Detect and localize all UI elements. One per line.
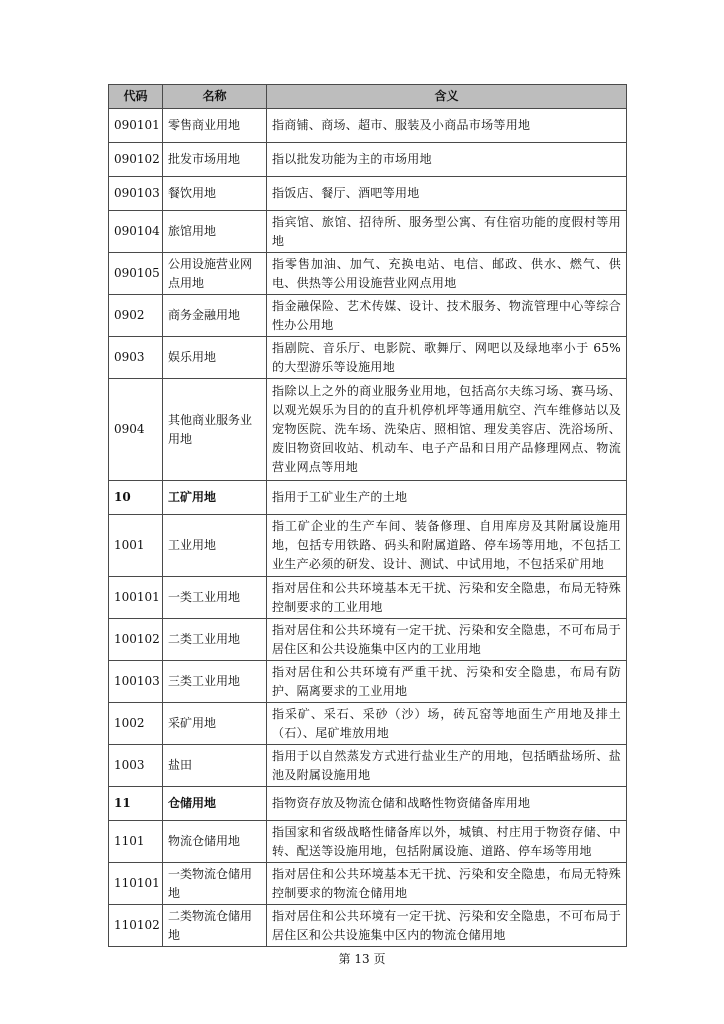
table-header-row [109, 85, 627, 109]
cell-code: 1002 [109, 703, 163, 745]
cell-code: 11 [109, 787, 163, 821]
table-row [109, 177, 627, 211]
cell-code: 10 [109, 481, 163, 515]
cell-meaning: 指对居住和公共环境有一定干扰、污染和安全隐患，不可布局于居住区和公共设施集中区内的物流仓储用地 [267, 905, 627, 947]
cell-meaning: 指商铺、商场、超市、服装及小商品市场等用地 [267, 109, 627, 143]
cell-meaning: 指对居住和公共环境基本无干扰、污染和安全隐患，布局无特殊控制要求的物流仓储用地 [267, 863, 627, 905]
cell-name: 盐田 [163, 745, 267, 787]
table-row [109, 661, 627, 703]
cell-code: 0904 [109, 379, 163, 481]
table-row [109, 745, 627, 787]
cell-meaning: 指采矿、采石、采砂（沙）场，砖瓦窑等地面生产用地及排土（石）、尾矿堆放用地 [267, 703, 627, 745]
cell-meaning: 指零售加油、加气、充换电站、电信、邮政、供水、燃气、供电、供热等公用设施营业网点用地 [267, 253, 627, 295]
cell-meaning: 指对居住和公共环境基本无干扰、污染和安全隐患，布局无特殊控制要求的工业用地 [267, 577, 627, 619]
table-row [109, 143, 627, 177]
cell-code: 1001 [109, 515, 163, 577]
cell-name: 二类物流仓储用地 [163, 905, 267, 947]
cell-name: 一类工业用地 [163, 577, 267, 619]
cell-name: 旅馆用地 [163, 211, 267, 253]
table-row [109, 253, 627, 295]
land-use-table [108, 84, 627, 947]
table-row [109, 619, 627, 661]
cell-name: 物流仓储用地 [163, 821, 267, 863]
cell-code: 090104 [109, 211, 163, 253]
cell-meaning: 指用于工矿业生产的土地 [267, 481, 627, 515]
table-row [109, 337, 627, 379]
table-row [109, 787, 627, 821]
cell-name: 三类工业用地 [163, 661, 267, 703]
table-row [109, 703, 627, 745]
table-row [109, 863, 627, 905]
cell-code: 1101 [109, 821, 163, 863]
cell-code: 090102 [109, 143, 163, 177]
cell-meaning: 指国家和省级战略性储备库以外，城镇、村庄用于物资存储、中转、配送等设施用地，包括附属设施、道路、停车场等用地 [267, 821, 627, 863]
cell-meaning: 指用于以自然蒸发方式进行盐业生产的用地，包括晒盐场所、盐池及附属设施用地 [267, 745, 627, 787]
cell-name: 一类物流仓储用地 [163, 863, 267, 905]
header-code: 代码 [109, 85, 163, 109]
cell-meaning: 指工矿企业的生产车间、装备修理、自用库房及其附属设施用地，包括专用铁路、码头和附属道路、停车场等用地，不包括工业生产必须的研发、设计、测试、中试用地，不包括采矿用地 [267, 515, 627, 577]
cell-code: 090103 [109, 177, 163, 211]
table-row [109, 821, 627, 863]
cell-code: 090101 [109, 109, 163, 143]
cell-meaning: 指对居住和公共环境有一定干扰、污染和安全隐患，不可布局于居住区和公共设施集中区内的工业用地 [267, 619, 627, 661]
cell-code: 110102 [109, 905, 163, 947]
cell-code: 100101 [109, 577, 163, 619]
cell-name: 工业用地 [163, 515, 267, 577]
cell-name: 娱乐用地 [163, 337, 267, 379]
page-number: 第 13 页 [338, 952, 386, 966]
cell-name: 零售商业用地 [163, 109, 267, 143]
table-body [109, 109, 627, 947]
cell-name: 仓储用地 [163, 787, 267, 821]
cell-name: 二类工业用地 [163, 619, 267, 661]
cell-name: 公用设施营业网点用地 [163, 253, 267, 295]
cell-code: 1003 [109, 745, 163, 787]
cell-meaning: 指对居住和公共环境有严重干扰、污染和安全隐患，布局有防护、隔离要求的工业用地 [267, 661, 627, 703]
header-name: 名称 [163, 85, 267, 109]
cell-code: 100102 [109, 619, 163, 661]
cell-code: 0903 [109, 337, 163, 379]
cell-meaning: 指宾馆、旅馆、招待所、服务型公寓、有住宿功能的度假村等用地 [267, 211, 627, 253]
cell-name: 采矿用地 [163, 703, 267, 745]
table-row [109, 211, 627, 253]
cell-meaning: 指剧院、音乐厅、电影院、歌舞厅、网吧以及绿地率小于 65% 的大型游乐等设施用地 [267, 337, 627, 379]
cell-meaning: 指物资存放及物流仓储和战略性物资储备库用地 [267, 787, 627, 821]
cell-code: 0902 [109, 295, 163, 337]
cell-code: 110101 [109, 863, 163, 905]
cell-meaning: 指以批发功能为主的市场用地 [267, 143, 627, 177]
cell-code: 090105 [109, 253, 163, 295]
table-row [109, 109, 627, 143]
table-row [109, 379, 627, 481]
cell-name: 批发市场用地 [163, 143, 267, 177]
table-row [109, 481, 627, 515]
cell-name: 商务金融用地 [163, 295, 267, 337]
table-row [109, 905, 627, 947]
cell-meaning: 指除以上之外的商业服务业用地，包括高尔夫练习场、赛马场、以观光娱乐为目的的直升机停机坪等通用航空、汽车维修站以及宠物医院、洗车场、洗染店、照相馆、理发美容店、洗浴场所、废旧物资回收站、机动车、电子产品和日用产品修理网点、物流营业网点等用地 [267, 379, 627, 481]
cell-name: 餐饮用地 [163, 177, 267, 211]
table-row [109, 295, 627, 337]
table-row [109, 515, 627, 577]
table-row [109, 577, 627, 619]
cell-name: 工矿用地 [163, 481, 267, 515]
header-meaning: 含义 [267, 85, 627, 109]
cell-code: 100103 [109, 661, 163, 703]
cell-meaning: 指金融保险、艺术传媒、设计、技术服务、物流管理中心等综合性办公用地 [267, 295, 627, 337]
cell-name: 其他商业服务业用地 [163, 379, 267, 481]
cell-meaning: 指饭店、餐厅、酒吧等用地 [267, 177, 627, 211]
